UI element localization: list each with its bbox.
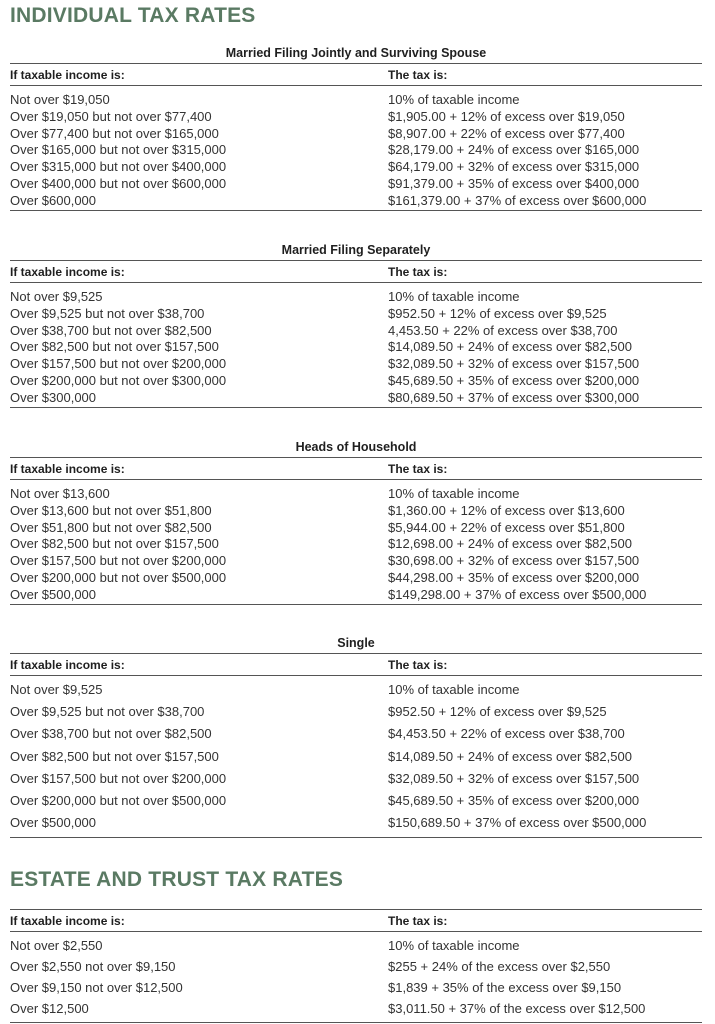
tax-amount: $952.50 + 12% of excess over $9,525 [388,704,607,720]
table-body [10,938,702,1022]
page-title: INDIVIDUAL TAX RATES [10,4,256,27]
income-bracket: Over $82,500 but not over $157,500 [10,748,219,764]
tax-amount: $3,011.50 + 37% of the excess over $12,500 [388,1001,646,1016]
column-header-tax: The tax is: [388,462,448,476]
tax-amount: $161,379.00 + 37% of excess over $600,000 [388,192,647,208]
table-row [10,771,702,793]
income-bracket: Over $165,000 but not over $315,000 [10,142,227,158]
income-bracket: Not over $13,600 [10,486,110,501]
table-row [10,486,702,503]
income-bracket: Over $200,000 but not over $300,000 [10,372,227,388]
tax-amount: 10% of taxable income [388,682,520,697]
tax-amount: $91,379.00 + 35% of excess over $400,000 [388,175,640,191]
income-bracket: Over $12,500 [10,1001,89,1016]
table-header [10,653,702,676]
table-row [10,536,702,553]
tax-amount: $45,689.50 + 35% of excess over $200,000 [388,792,640,808]
table-bottom-rule [10,604,702,605]
table-row [10,980,702,1001]
column-header-income: If taxable income is: [10,462,125,476]
table-row [10,520,702,537]
column-header-income: If taxable income is: [10,658,125,672]
section-single [10,634,702,838]
tax-amount: 10% of taxable income [388,92,520,107]
table-header [10,63,702,86]
table-row [10,503,702,520]
income-bracket: Over $500,000 [10,586,97,602]
income-bracket: Over $38,700 but not over $82,500 [10,322,212,338]
table-row [10,570,702,587]
income-bracket: Over $200,000 but not over $500,000 [10,792,227,808]
table-row [10,339,702,356]
table-body [10,486,702,604]
tax-amount: $14,089.50 + 24% of excess over $82,500 [388,339,632,355]
income-bracket: Over $315,000 but not over $400,000 [10,159,227,175]
table-header [10,909,702,932]
table-row [10,142,702,159]
tax-amount: $1,360.00 + 12% of excess over $13,600 [388,502,625,518]
table-row [10,553,702,570]
tax-amount: $44,298.00 + 35% of excess over $200,000 [388,569,640,585]
column-header-tax: The tax is: [388,68,448,82]
income-bracket: Over $82,500 but not over $157,500 [10,536,219,552]
table-row [10,390,702,407]
table-row [10,289,702,306]
table-row [10,1001,702,1022]
table-body [10,92,702,210]
table-row [10,793,702,815]
income-bracket: Over $157,500 but not over $200,000 [10,770,227,786]
tax-amount: $1,905.00 + 12% of excess over $19,050 [388,108,625,124]
column-header-tax: The tax is: [388,658,448,672]
table-bottom-rule [10,407,702,408]
tax-amount: 10% of taxable income [388,938,520,953]
tax-amount: 4,453.50 + 22% of excess over $38,700 [388,322,618,338]
table-row [10,176,702,193]
table-row [10,323,702,340]
income-bracket: Over $157,500 but not over $200,000 [10,553,227,569]
table-row [10,938,702,959]
table-row [10,749,702,771]
tax-amount: $255 + 24% of the excess over $2,550 [388,959,611,974]
table-row [10,815,702,837]
tax-amount: $64,179.00 + 32% of excess over $315,000 [388,159,640,175]
income-bracket: Over $400,000 but not over $600,000 [10,175,227,191]
column-header-income: If taxable income is: [10,914,125,928]
section-title: Married Filing Separately [281,243,431,257]
tax-amount: $30,698.00 + 32% of excess over $157,500 [388,553,640,569]
tax-amount: $32,089.50 + 32% of excess over $157,500 [388,770,640,786]
tax-amount: $1,839 + 35% of the excess over $9,150 [388,980,622,995]
tax-amount: 10% of taxable income [388,289,520,304]
table-bottom-rule [10,210,702,211]
income-bracket: Over $300,000 [10,389,97,405]
income-bracket: Over $2,550 not over $9,150 [10,959,176,974]
income-bracket: Over $157,500 but not over $200,000 [10,356,227,372]
tax-amount: $4,453.50 + 22% of excess over $38,700 [388,726,625,742]
section-married-filing-separately [10,241,702,408]
income-bracket: Over $38,700 but not over $82,500 [10,726,212,742]
tax-amount: $8,907.00 + 22% of excess over $77,400 [388,125,625,141]
income-bracket: Over $9,150 not over $12,500 [10,980,183,995]
tax-amount: $5,944.00 + 22% of excess over $51,800 [388,519,625,535]
income-bracket: Over $600,000 [10,192,97,208]
income-bracket: Not over $2,550 [10,938,103,953]
table-bottom-rule [10,1022,702,1023]
income-bracket: Not over $19,050 [10,92,110,107]
table-row [10,193,702,210]
tax-amount: $149,298.00 + 37% of excess over $500,000 [388,586,647,602]
section-married-filing-jointly [10,44,702,211]
table-row [10,159,702,176]
table-row [10,92,702,109]
income-bracket: Over $9,525 but not over $38,700 [10,704,205,720]
estate-heading: ESTATE AND TRUST TAX RATES [10,868,344,891]
column-header-tax: The tax is: [388,914,448,928]
income-bracket: Over $19,050 but not over $77,400 [10,108,212,124]
table-header [10,457,702,480]
table-row [10,373,702,390]
tax-amount: $150,689.50 + 37% of excess over $500,000 [388,815,647,831]
table-row [10,356,702,373]
income-bracket: Over $200,000 but not over $500,000 [10,569,227,585]
column-header-tax: The tax is: [388,265,448,279]
table-row [10,959,702,980]
tax-amount: $32,089.50 + 32% of excess over $157,500 [388,356,640,372]
section-title: Single [337,636,375,650]
income-bracket: Over $9,525 but not over $38,700 [10,305,205,321]
table-body [10,682,702,837]
table-row [10,587,702,604]
section-heads-of-household [10,438,702,605]
income-bracket: Over $13,600 but not over $51,800 [10,502,212,518]
income-bracket: Over $77,400 but not over $165,000 [10,125,219,141]
section-title: Heads of Household [295,440,417,454]
column-header-income: If taxable income is: [10,265,125,279]
tax-amount: $952.50 + 12% of excess over $9,525 [388,305,607,321]
table-row [10,704,702,726]
income-bracket: Over $51,800 but not over $82,500 [10,519,212,535]
income-bracket: Over $82,500 but not over $157,500 [10,339,219,355]
tax-amount: 10% of taxable income [388,486,520,501]
tax-amount: $80,689.50 + 37% of excess over $300,000 [388,389,640,405]
table-body [10,289,702,407]
table-row [10,306,702,323]
income-bracket: Over $500,000 [10,815,97,831]
income-bracket: Not over $9,525 [10,682,103,697]
column-header-income: If taxable income is: [10,68,125,82]
tax-amount: $14,089.50 + 24% of excess over $82,500 [388,748,632,764]
tax-amount: $12,698.00 + 24% of excess over $82,500 [388,536,632,552]
section-title: Married Filing Jointly and Surviving Spouse [225,46,487,60]
table-row [10,109,702,126]
table-row [10,726,702,748]
income-bracket: Not over $9,525 [10,289,103,304]
table-bottom-rule [10,837,702,838]
tax-amount: $45,689.50 + 35% of excess over $200,000 [388,372,640,388]
tax-amount: $28,179.00 + 24% of excess over $165,000 [388,142,640,158]
table-header [10,260,702,283]
table-row [10,682,702,704]
table-row [10,126,702,143]
section-estate-trust [10,909,702,1023]
